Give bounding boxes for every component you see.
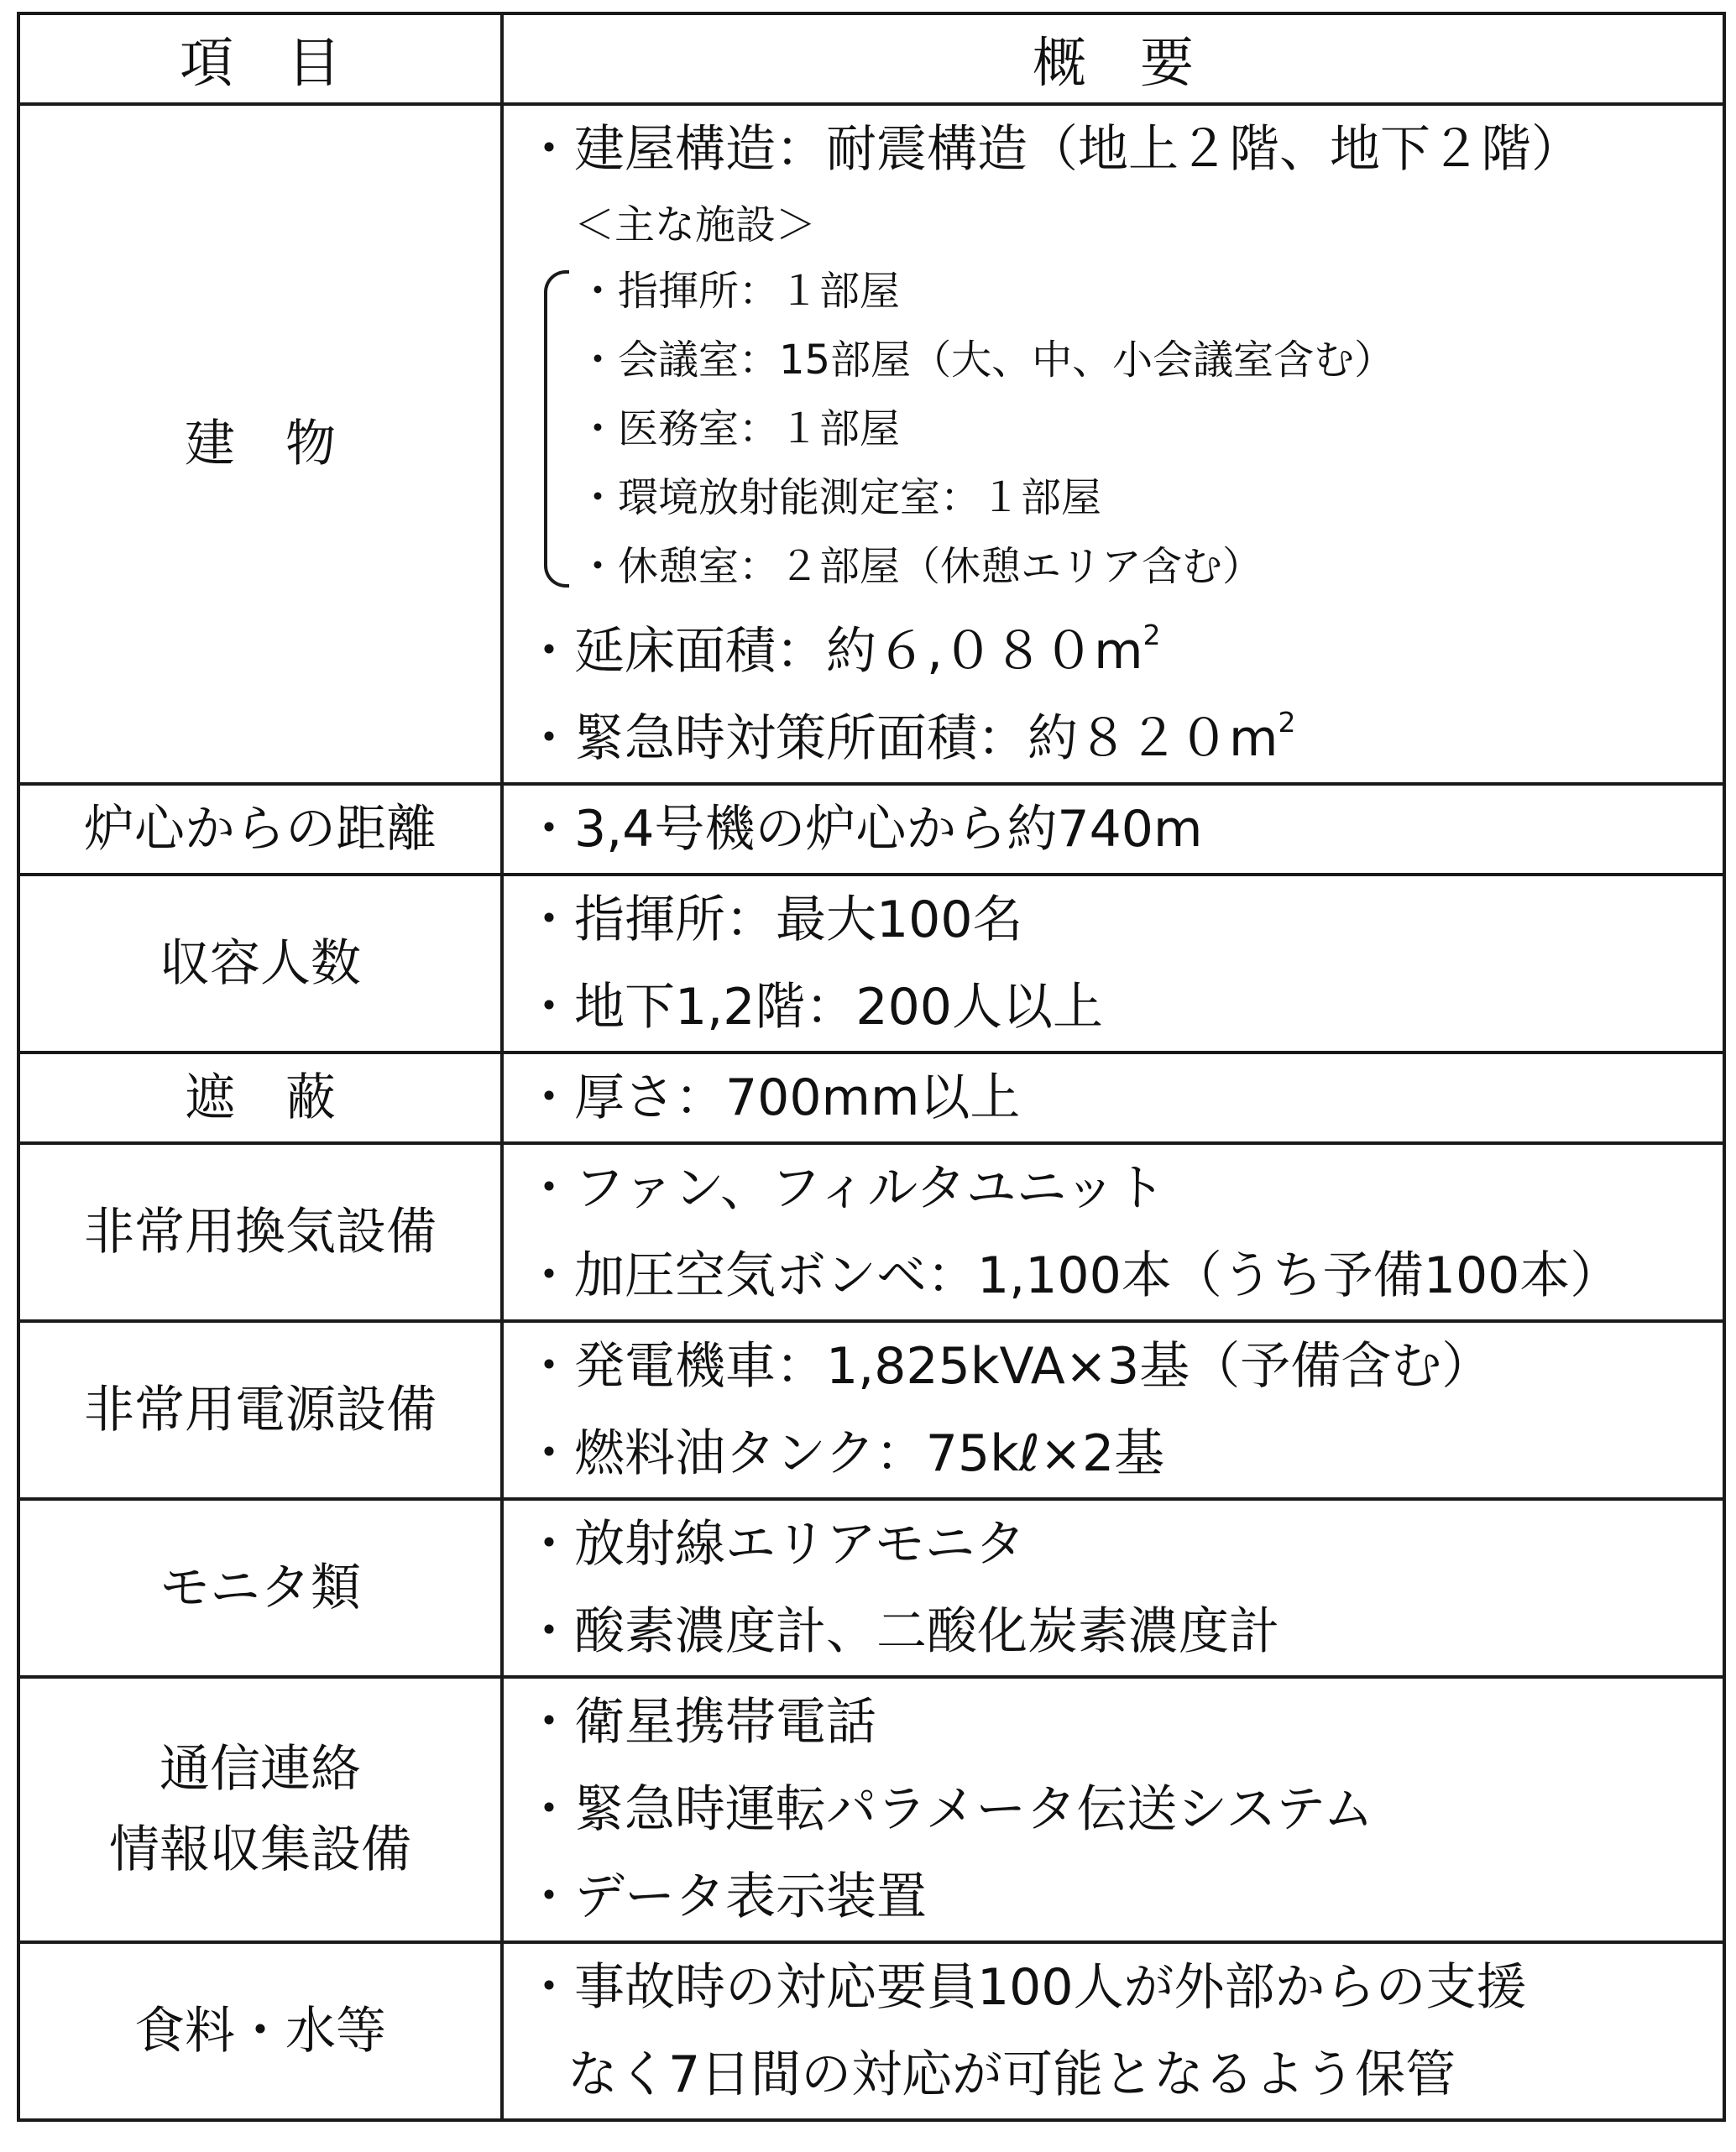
left-brace-icon <box>544 270 569 588</box>
table-row-power <box>18 1321 1724 1499</box>
desc-line: ・3,4号機の炉心から約740m <box>524 800 1203 859</box>
desc-line: ・燃料油タンク：75kℓ×2基 <box>524 1424 1165 1483</box>
facility-item: ・環境放射能測定室：１部屋 <box>578 474 1102 521</box>
table-row-building <box>18 104 1724 784</box>
item-building: 建 物 <box>18 104 502 784</box>
desc-line: ・衛星携帯電話 <box>524 1693 876 1752</box>
desc-line: ・事故時の対応要員100人が外部からの支援 <box>524 1958 1527 2017</box>
facility-spec-table <box>17 12 1726 2122</box>
table-row-food-water <box>18 1942 1724 2120</box>
item-communication <box>18 1677 502 1942</box>
item-power: 非常用電源設備 <box>18 1321 502 1499</box>
header-row <box>18 13 1724 104</box>
desc-line: ・建屋構造：耐震構造（地上２階、地下２階） <box>524 120 1582 179</box>
desc-line: ・データ表示装置 <box>524 1867 927 1926</box>
item-line: 情報収集設備 <box>109 1820 411 1879</box>
table-row-ventilation <box>18 1143 1724 1321</box>
item-monitors: モニタ類 <box>18 1499 502 1677</box>
emergency-area-line <box>524 695 1714 782</box>
item-line: 通信連絡 <box>159 1740 361 1799</box>
header-item: 項 目 <box>18 13 502 104</box>
table-row-capacity <box>18 875 1724 1052</box>
desc-ventilation <box>502 1143 1724 1321</box>
table-row-communication <box>18 1677 1724 1942</box>
desc-line: ・地下1,2階：200人以上 <box>524 978 1103 1037</box>
desc-line-continued: なく7日間の対応が可能となるよう保管 <box>567 2045 1456 2104</box>
desc-line: ・酸素濃度計、二酸化炭素濃度計 <box>524 1602 1279 1661</box>
item-capacity: 収容人数 <box>18 875 502 1052</box>
desc-capacity <box>502 875 1724 1052</box>
desc-line: ・指揮所：最大100名 <box>524 891 1023 949</box>
floor-area-text: ・延床面積：約６,０８０m <box>524 622 1143 681</box>
desc-communication <box>502 1677 1724 1942</box>
facilities-list <box>544 257 1714 601</box>
desc-distance <box>502 784 1724 875</box>
desc-shielding <box>502 1052 1724 1143</box>
desc-power <box>502 1321 1724 1499</box>
item-ventilation: 非常用換気設備 <box>18 1143 502 1321</box>
table-row-distance <box>18 784 1724 875</box>
desc-building <box>502 104 1724 784</box>
emergency-area-text: ・緊急時対策所面積：約８２０m <box>524 709 1278 768</box>
facility-item: ・指揮所：１部屋 <box>578 268 901 315</box>
desc-line: ・厚さ：700mm以上 <box>524 1068 1021 1127</box>
desc-line: ・緊急時運転パラメータ伝送システム <box>524 1780 1374 1839</box>
table-row-monitors <box>18 1499 1724 1677</box>
table-row-shielding <box>18 1052 1724 1143</box>
emergency-area-unit-exponent: 2 <box>1278 705 1296 739</box>
header-desc: 概 要 <box>502 13 1724 104</box>
item-shielding: 遮 蔽 <box>18 1052 502 1143</box>
facility-item: ・医務室：１部屋 <box>578 405 901 452</box>
desc-line: ・発電機車：1,825kVA×3基（予備含む） <box>524 1337 1493 1396</box>
floor-area-line <box>524 608 1714 695</box>
desc-food-water <box>502 1942 1724 2120</box>
facilities-subheading: ＜主な施設＞ <box>574 201 817 248</box>
desc-monitors <box>502 1499 1724 1677</box>
item-distance: 炉心からの距離 <box>18 784 502 875</box>
desc-line: ・ファン、フィルタユニット <box>524 1159 1166 1218</box>
floor-area-unit-exponent: 2 <box>1143 618 1161 651</box>
facility-item: ・休憩室：２部屋（休憩エリア含む） <box>578 543 1263 590</box>
desc-line: ・加圧空気ボンベ：1,100本（うち予備100本） <box>524 1246 1621 1305</box>
facility-item: ・会議室：15部屋（大、中、小会議室含む） <box>578 337 1395 384</box>
item-food-water: 食料・水等 <box>18 1942 502 2120</box>
desc-line: ・放射線エリアモニタ <box>524 1515 1026 1574</box>
